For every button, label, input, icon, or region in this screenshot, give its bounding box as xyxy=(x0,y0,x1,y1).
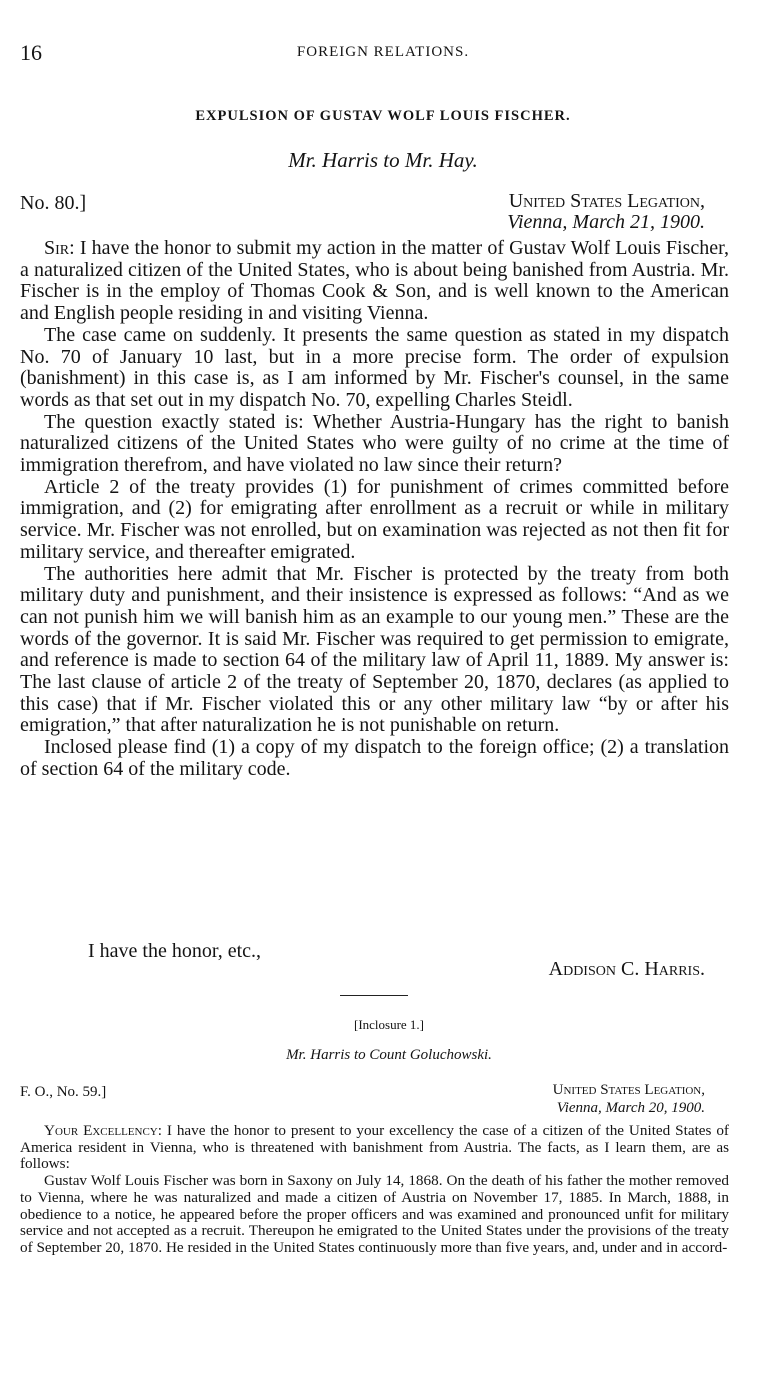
inclosure-number: F. O., No. 59.] xyxy=(20,1084,107,1100)
inclosure-body xyxy=(20,1123,729,1257)
letter-subheading: Mr. Harris to Mr. Hay. xyxy=(288,148,478,172)
inclosure-legation-line: United States Legation, xyxy=(552,1082,705,1098)
body-paragraph: Inclosed please find (1) a copy of my dispatch to the foreign office; (2) a translation of section 64 of the military code. xyxy=(20,736,729,780)
running-header xyxy=(20,40,746,70)
body-paragraph: The authorities here admit that Mr. Fischer is protected by the treaty from both military duty and punishment, and their insistence is expressed as follows: “And as we can not punish him we will banish him as an example to our young men.” These are the words of the governor. It is said Mr. Fischer was required to get permission to emigrate, and reference is made to section 64 of the military law of April 11, 1889. My answer is: The last clause of article 2 of the treaty of September 20, 1870, declares (as applied to this case) that if Mr. Fischer violated this or any other military law “by or after his emigration,” that after naturalization he is not punishable on return. xyxy=(20,562,729,737)
inclosure-salutation: Your Excellency: xyxy=(44,1122,162,1139)
inclosure-paragraph xyxy=(20,1123,729,1173)
dispatch-number: No. 80.] xyxy=(20,192,87,214)
signature: Addison C. Harris. xyxy=(548,958,705,980)
inclosure-subheading: Mr. Harris to Count Goluchowski. xyxy=(286,1047,492,1063)
body-paragraph: The question exactly stated is: Whether Austria-Hungary has the right to banish naturalized citizens of the United States who were guilty of no crime at the time of immigration therefrom, and have violated no law since their return? xyxy=(20,410,729,477)
body-paragraph: The case came on suddenly. It presents the same question as stated in my dispatch No. 70 of January 10 last, but in a more precise form. The order of expulsion (banishment) in this case is, as I am informed by Mr. Fischer's counsel, in the same words as that set out in my dispatch No. 70, expelling Charles Steidl. xyxy=(20,323,729,411)
legation-line: United States Legation, xyxy=(508,190,705,212)
inclosure-label: [Inclosure 1.] xyxy=(353,1017,425,1032)
running-title: FOREIGN RELATIONS. xyxy=(296,44,470,60)
page-number: 16 xyxy=(20,40,42,65)
paragraph-text: I have the honor to present to your excellency the case of a citizen of the United States of America resident in Vienna, who is threatened with banishment from Austria. The facts, as I learn them, are as follows: xyxy=(20,1122,729,1173)
inclosure-place-date-line: Vienna, March 20, 1900. xyxy=(556,1100,705,1116)
section-heading: EXPULSION OF GUSTAV WOLF LOUIS FISCHER. xyxy=(195,108,571,124)
body-paragraph xyxy=(20,238,729,325)
paragraph-text: I have the honor to submit my action in the matter of Gustav Wolf Louis Fischer, a naturalized citizen of the United States, who is about being banished from Austria. Mr. Fischer is in the employ of Thomas Cook & Son, and is well known to the American and English people residing in and visiting Vienna. xyxy=(20,237,729,325)
place-date-line: Vienna, March 21, 1900. xyxy=(507,211,705,233)
inclosure-paragraph: Gustav Wolf Louis Fischer was born in Saxony on July 14, 1868. On the death of his father the mother removed to Vienna, where he was naturalized and made a citizen of Austria on November 17, 1885. In March, 1888, in obedience to a notice, he appeared before the proper officers and was examined and pronounced unfit for military service and not accepted as a recruit. Thereupon he emigrated to the United States under the provisions of the treaty of September 20, 1870. He resided in the United States continuously more than five years, and, under and in accord- xyxy=(20,1172,729,1256)
closing-line: I have the honor, etc., xyxy=(88,940,262,962)
section-divider xyxy=(340,995,408,996)
salutation: Sir: xyxy=(44,237,75,259)
letter-body xyxy=(20,238,729,781)
body-paragraph: Article 2 of the treaty provides (1) for punishment of crimes committed before immigration, and (2) for emigrating after enrollment as a recruit or while in military service. Mr. Fischer was not enrolled, but on examination was rejected as not then fit for military service, and thereafter emigrated. xyxy=(20,475,729,563)
